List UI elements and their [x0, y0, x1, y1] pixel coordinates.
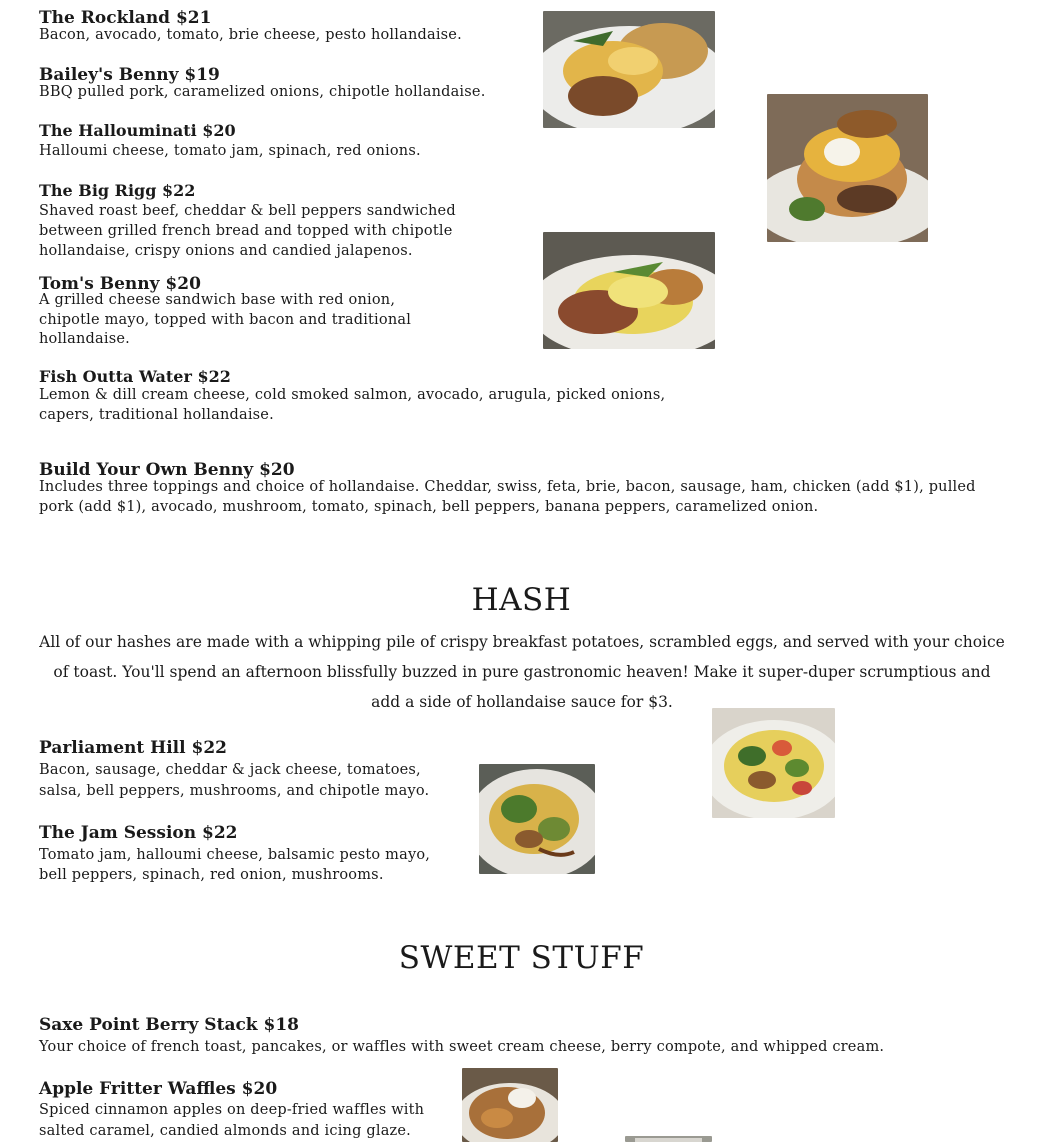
menu-item-description: Lemon & dill cream cheese, cold smoked salmon, avocado, arugula, picked onions, capers, traditional hollandaise.: [39, 387, 666, 423]
menu-item-description: Halloumi cheese, tomato jam, spinach, red onions.: [39, 143, 421, 159]
menu-item-title: The Rockland $21: [39, 8, 212, 28]
menu-item-title: Saxe Point Berry Stack $18: [39, 1015, 299, 1035]
menu-item-title: The Big Rigg $22: [39, 181, 196, 200]
menu-item-title: Apple Fritter Waffles $20: [39, 1079, 278, 1099]
menu-item-title: The Hallouminati $20: [39, 121, 236, 140]
menu-item-description: Shaved roast beef, cheddar & bell peppers sandwiched between grilled french bread and topped with chipotle hollandaise, crispy onions and candied jalapenos.: [39, 203, 456, 259]
food-photo-benny: [767, 94, 928, 242]
menu-item-description: Spiced cinnamon apples on deep-fried waffles with salted caramel, candied almonds and icing glaze.: [39, 1102, 425, 1139]
menu-item-description: Tomato jam, halloumi cheese, balsamic pesto mayo, bell peppers, spinach, red onion, mushrooms.: [39, 847, 431, 883]
menu-item-title: Tom's Benny $20: [39, 274, 201, 294]
menu-item-title: Build Your Own Benny $20: [39, 460, 295, 480]
food-photo-dessert: [625, 1136, 712, 1142]
menu-item-description: Bacon, avocado, tomato, brie cheese, pesto hollandaise.: [39, 27, 462, 43]
food-photo-hash: [712, 708, 835, 818]
menu-item-title: Parliament Hill $22: [39, 738, 228, 758]
food-photo-hash: [479, 764, 595, 874]
food-photo-benny: [543, 232, 715, 349]
menu-item-description: A grilled cheese sandwich base with red onion, chipotle mayo, topped with bacon and traditional hollandaise.: [39, 292, 412, 347]
menu-item-title: Fish Outta Water $22: [39, 367, 231, 386]
food-photo-waffles: [462, 1068, 558, 1142]
section-heading-sweet-stuff: SWEET STUFF: [398, 940, 645, 976]
menu-item-title: The Jam Session $22: [39, 823, 238, 843]
section-heading-hash: HASH: [471, 582, 572, 618]
menu-item-description: BBQ pulled pork, caramelized onions, chipotle hollandaise.: [39, 84, 486, 100]
menu-item-title: Bailey's Benny $19: [39, 65, 220, 85]
section-intro-hash: All of our hashes are made with a whipping pile of crispy breakfast potatoes, scrambled eggs, and served with your choice of toast. You'll spend an afternoon blissfully buzzed in pure gastronomic heaven! Make it super-duper scrumptious and add a side of hollandaise sauce for $3.: [39, 633, 1005, 711]
food-photo-benny: [543, 11, 715, 128]
menu-item-description: Includes three toppings and choice of hollandaise. Cheddar, swiss, feta, brie, bacon, sausage, ham, chicken (add $1), pulled pork (add $1), avocado, mushroom, tomato, spinach, bell peppers, banana peppers, caramelized onion.: [39, 479, 976, 515]
menu-item-description: Bacon, sausage, cheddar & jack cheese, tomatoes, salsa, bell peppers, mushrooms, and chipotle mayo.: [39, 762, 430, 799]
menu-item-description: Your choice of french toast, pancakes, or waffles with sweet cream cheese, berry compote, and whipped cream.: [39, 1039, 885, 1055]
